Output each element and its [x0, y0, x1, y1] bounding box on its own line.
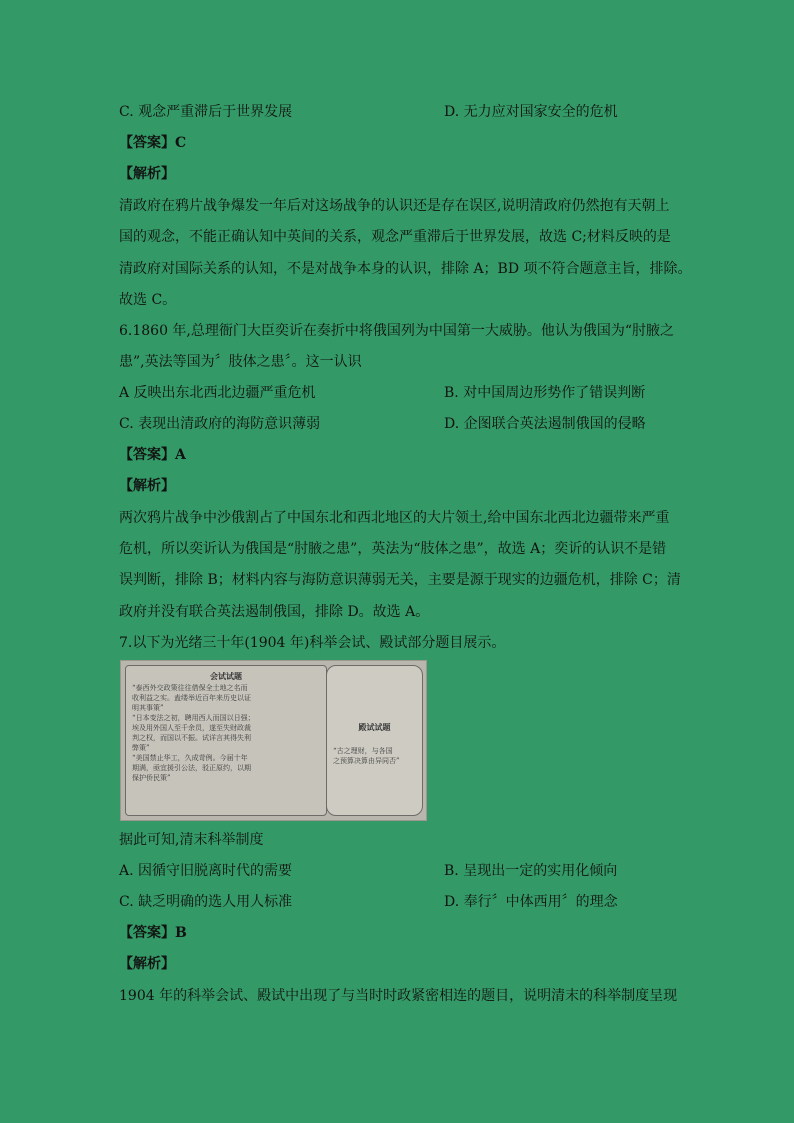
- q6-stem-line: 患”,英法等国为〞肢体之患〞。这一认识: [119, 354, 362, 370]
- q7-option-a: A. 因循守旧脱离时代的需要: [119, 863, 293, 879]
- q6-analysis-line: 危机，所以奕䜣认为俄国是“肘腋之患”，英法为“肢体之患”，故选 A；奕䜣的认识不是错: [119, 541, 667, 557]
- q5-analysis-line: 清政府在鸦片战争爆发一年后对这场战争的认识还是存在误区,说明清政府仍然抱有天朝上: [119, 198, 670, 214]
- q7-after: 据此可知,清末科举制度: [119, 832, 264, 848]
- q6-option-c: C. 表现出清政府的海防意识薄弱: [119, 416, 321, 432]
- q7-analysis-label: 【解析】: [119, 956, 175, 972]
- q6-option-b: B. 对中国周边形势作了错误判断: [444, 385, 646, 401]
- q6-stem-line: 6.1860 年,总理衙门大臣奕䜣在奏折中将俄国列为中国第一大威胁。他认为俄国为“肘腋之: [119, 323, 675, 339]
- dianshi-text: “古之理财，与各国 之预算决算由异同否”: [333, 747, 400, 765]
- q5-analysis-line: 故选 C。: [119, 292, 177, 308]
- q5-option-c: C. 观念严重滞后于世界发展: [119, 104, 293, 120]
- dianshi-panel: [326, 665, 423, 816]
- q6-analysis-line: 误判断，排除 B；材料内容与海防意识薄弱无关，主要是源于现实的边疆危机，排除 C；清: [119, 572, 681, 588]
- exam-questions-figure: [120, 660, 427, 821]
- q7-option-b: B. 呈现出一定的实用化倾向: [444, 863, 618, 879]
- q5-analysis-label: 【解析】: [119, 166, 175, 182]
- q7-stem: 7.以下为光绪三十年(1904 年)科举会试、殿试部分题目展示。: [119, 635, 506, 651]
- q7-option-c: C. 缺乏明确的选人用人标准: [119, 894, 293, 910]
- q6-answer: 【答案】A: [119, 447, 186, 463]
- q7-analysis-line: 1904 年的科举会试、殿试中出现了与当时时政紧密相连的题目，说明清末的科举制度呈现: [119, 988, 678, 1004]
- q5-analysis-line: 国的观念，不能正确认知中英间的关系，观念严重滞后于世界发展，故选 C;材料反映的是: [119, 229, 671, 245]
- q7-option-d: D. 奉行〞中体西用〞的理念: [444, 894, 618, 910]
- huishi-title: 会试试题: [210, 671, 242, 681]
- q6-option-a: A 反映出东北西北边疆严重危机: [119, 385, 316, 401]
- q5-analysis-line: 清政府对国际关系的认知，不是对战争本身的认识，排除 A；BD 项不符合题意主旨，排除。: [119, 261, 692, 277]
- q7-answer: 【答案】B: [119, 925, 187, 941]
- huishi-panel: [125, 665, 327, 816]
- q6-analysis-line: 政府并没有联合英法遏制俄国，排除 D。故选 A。: [119, 604, 430, 620]
- q6-analysis-line: 两次鸦片战争中沙俄割占了中国东北和西北地区的大片领土,给中国东北西北边疆带来严重: [119, 510, 670, 526]
- q5-option-d: D. 无力应对国家安全的危机: [444, 104, 618, 120]
- q6-analysis-label: 【解析】: [119, 478, 175, 494]
- q6-option-d: D. 企图联合英法遏制俄国的侵略: [444, 416, 646, 432]
- q5-answer: 【答案】C: [119, 135, 187, 151]
- dianshi-title: 殿试试题: [358, 722, 391, 732]
- huishi-text: “泰西外交政策往往借保全土地之名而 收利益之实。盍缕举近百年来历史以证 明其事策” “日本变法之初，聘用西人而国以日强； 埃及用外国人至千余员，遂至失财政裁 判之权，而国以不振。试详言其得失利 弊策” “美国禁止华工，久成苛例。今届十年 期满，亟宜援引公法，驳正原约，以期 保护侨民策”: [132, 684, 255, 782]
